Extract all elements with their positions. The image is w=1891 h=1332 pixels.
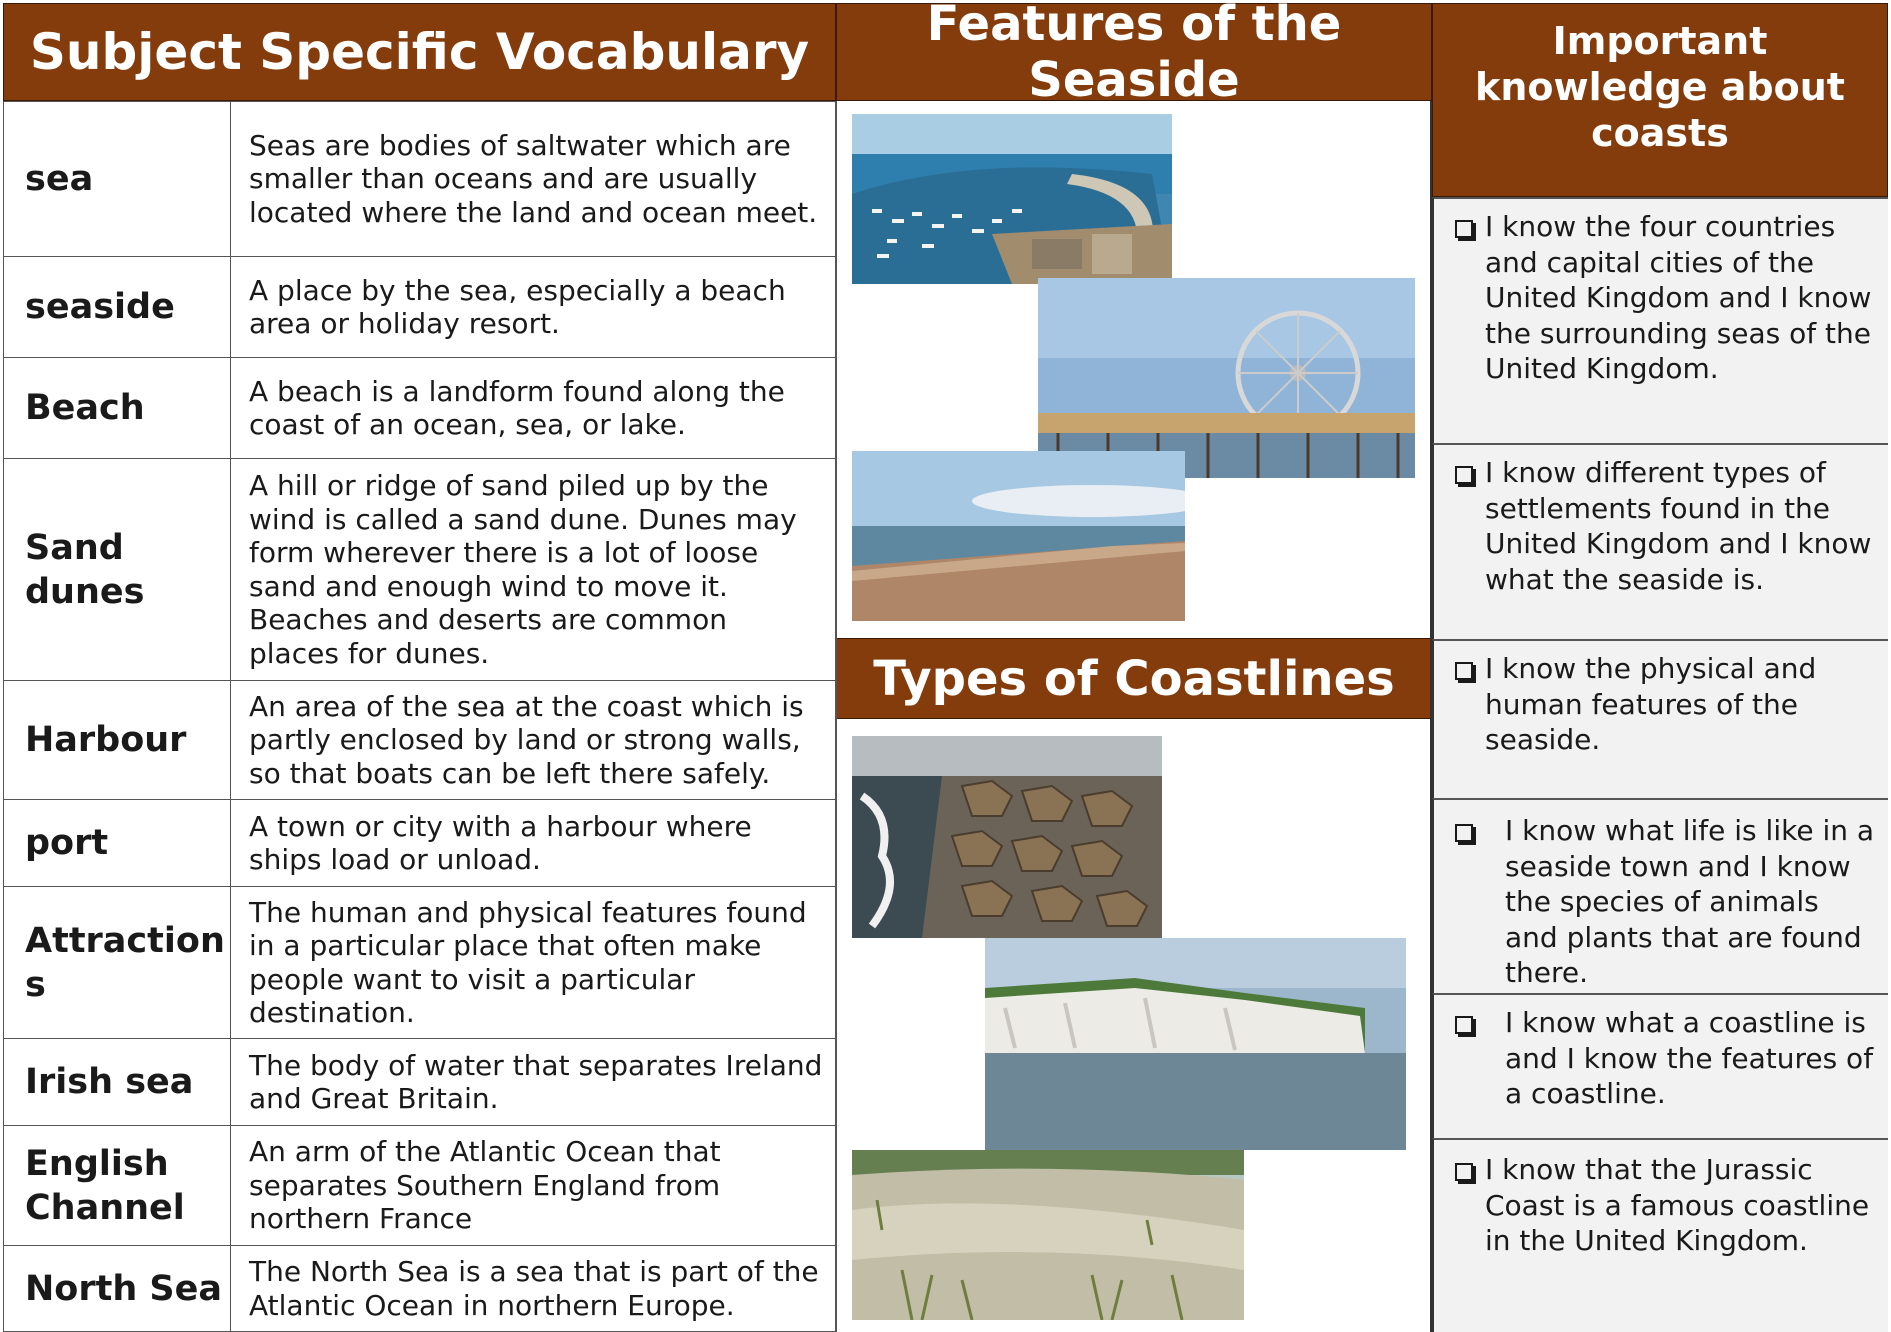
vocab-definition: The human and physical features found in a particular place that often make people want to visit a particular destination.: [231, 887, 836, 1039]
table-row: [4, 887, 836, 1039]
knowledge-header: Important knowledge about coasts: [1432, 3, 1888, 197]
vocab-definition: A town or city with a harbour where ships load or unload.: [231, 800, 836, 887]
vocab-definition: A hill or ridge of sand piled up by the wind is called a sand dune. Dunes may form wherever there is a lot of loose sand and enough wind to move it. Beaches and deserts are common places for dunes.: [231, 459, 836, 681]
vocabulary-header: Subject Specific Vocabulary: [3, 3, 836, 101]
vocab-term: English Channel: [4, 1126, 231, 1246]
knowledge-item: [1432, 993, 1888, 1138]
cliffs-photo: [985, 938, 1406, 1150]
vocab-definition: The North Sea is a sea that is part of the Atlantic Ocean in northern Europe.: [231, 1246, 836, 1332]
checkbox-icon[interactable]: [1455, 824, 1473, 842]
table-row: [4, 1246, 836, 1332]
checkbox-icon[interactable]: [1455, 1163, 1473, 1181]
knowledge-text: I know what a coastline is and I know the features of a coastline.: [1505, 1006, 1874, 1110]
knowledge-item: [1432, 1138, 1888, 1332]
knowledge-item: [1432, 798, 1888, 993]
vocab-definition: A place by the sea, especially a beach area or holiday resort.: [231, 257, 836, 358]
knowledge-item: [1432, 639, 1888, 798]
vocab-definition: Seas are bodies of saltwater which are smaller than oceans and are usually located where the land and ocean meet.: [231, 102, 836, 257]
vocab-definition: A beach is a landform found along the coast of an ocean, sea, or lake.: [231, 358, 836, 459]
vocabulary-table: [3, 101, 836, 1332]
knowledge-text: I know that the Jurassic Coast is a famous coastline in the United Kingdom.: [1485, 1153, 1870, 1257]
coastlines-header: Types of Coastlines: [836, 638, 1432, 719]
checkbox-icon[interactable]: [1455, 662, 1473, 680]
vocab-term: Attractions: [4, 887, 231, 1039]
checkbox-icon[interactable]: [1455, 466, 1473, 484]
checkbox-icon[interactable]: [1455, 1016, 1473, 1034]
dunes-photo: [852, 1150, 1244, 1320]
knowledge-text: I know the four countries and capital cities of the United Kingdom and I know the surrounding seas of the United Kingdom.: [1485, 210, 1872, 385]
table-row: [4, 102, 836, 257]
vocab-term: port: [4, 800, 231, 887]
pier-photo: [1038, 278, 1415, 478]
knowledge-text: I know different types of settlements found in the United Kingdom and I know what the seaside is.: [1485, 456, 1872, 596]
vocab-definition: An area of the sea at the coast which is partly enclosed by land or strong walls, so that boats can be left there safely.: [231, 681, 836, 800]
knowledge-text: I know the physical and human features of the seaside.: [1485, 652, 1817, 756]
harbour-photo: [852, 114, 1172, 284]
table-row: [4, 459, 836, 681]
table-row: [4, 257, 836, 358]
vocab-term: seaside: [4, 257, 231, 358]
vocab-term: Beach: [4, 358, 231, 459]
table-row: [4, 1126, 836, 1246]
vocab-term: Irish sea: [4, 1039, 231, 1126]
knowledge-item: [1432, 197, 1888, 443]
knowledge-item: [1432, 443, 1888, 639]
vocab-definition: The body of water that separates Ireland and Great Britain.: [231, 1039, 836, 1126]
table-row: [4, 800, 836, 887]
checkbox-icon[interactable]: [1455, 220, 1473, 238]
vocab-term: sea: [4, 102, 231, 257]
vocab-term: North Sea: [4, 1246, 231, 1332]
vocab-definition: An arm of the Atlantic Ocean that separates Southern England from northern France: [231, 1126, 836, 1246]
beach-photo: [852, 451, 1185, 621]
features-header: Features of the Seaside: [836, 3, 1432, 101]
table-row: [4, 1039, 836, 1126]
table-row: [4, 681, 836, 800]
causeway-photo: [852, 736, 1162, 938]
table-row: [4, 358, 836, 459]
knowledge-text: I know what life is like in a seaside town and I know the species of animals and plants that are found there.: [1505, 814, 1875, 989]
vocab-term: Sand dunes: [4, 459, 231, 681]
vocab-term: Harbour: [4, 681, 231, 800]
